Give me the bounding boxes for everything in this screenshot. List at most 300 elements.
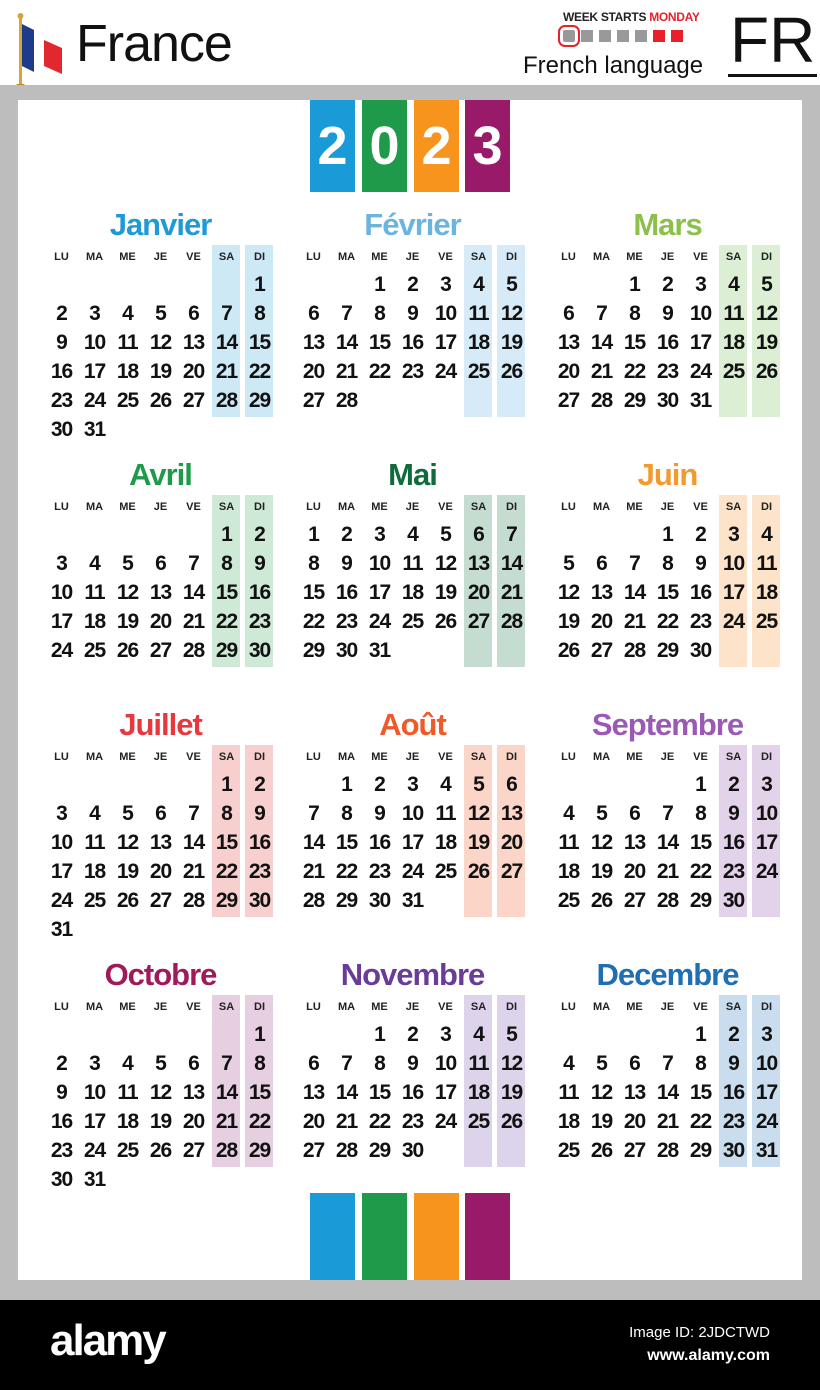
day-cell: 5: [563, 552, 574, 575]
day-cell: 24: [755, 860, 778, 883]
day-cell: 9: [254, 552, 265, 575]
day-cell: 12: [500, 302, 523, 325]
weekday-header: LU: [561, 251, 576, 263]
day-cell: 24: [434, 360, 457, 383]
weekday-header: JE: [153, 501, 168, 513]
day-cell: 12: [149, 331, 172, 354]
weekday-header: SA: [725, 501, 742, 513]
day-cell: 3: [89, 1052, 100, 1075]
day-cell: 17: [434, 331, 457, 354]
color-bar-tile: [310, 1193, 355, 1280]
day-cell: 24: [755, 1110, 778, 1133]
weekday-header: DI: [254, 251, 265, 263]
day-cell: 21: [182, 610, 205, 633]
country-title: France: [76, 15, 232, 73]
day-cell: 15: [368, 1081, 391, 1104]
weekday-header: ME: [371, 501, 388, 513]
day-cell: 11: [84, 831, 105, 854]
day-cell: 24: [722, 610, 745, 633]
weekday-header: SA: [218, 251, 235, 263]
day-cell: 1: [254, 273, 265, 296]
day-cell: 10: [368, 552, 391, 575]
day-cell: 18: [83, 860, 106, 883]
day-cell: 10: [689, 302, 712, 325]
day-cell: 14: [335, 1081, 358, 1104]
month-octobre: [45, 955, 276, 1205]
day-cell: 6: [308, 302, 319, 325]
color-bar-tile: [414, 1193, 459, 1280]
day-cell: 3: [695, 273, 706, 296]
day-cell: 23: [335, 610, 358, 633]
day-cell: 4: [563, 802, 574, 825]
day-cell: 31: [50, 918, 73, 941]
day-cell: 14: [656, 831, 679, 854]
day-cell: 3: [407, 773, 418, 796]
day-cell: 25: [401, 610, 424, 633]
day-cell: 24: [50, 889, 73, 912]
day-cell: 4: [761, 523, 772, 546]
month-août: [297, 705, 528, 955]
day-cell: 8: [254, 1052, 265, 1075]
day-cell: 2: [254, 523, 265, 546]
day-cell: 22: [215, 610, 238, 633]
day-cell: 7: [221, 1052, 232, 1075]
weekday-header: LU: [561, 751, 576, 763]
weekday-header: VE: [438, 751, 453, 763]
weekday-header: SA: [470, 251, 487, 263]
day-cell: 14: [215, 1081, 238, 1104]
year-digit-tile: 2: [310, 100, 355, 192]
day-cell: 13: [467, 552, 490, 575]
day-cell: 6: [596, 552, 607, 575]
weekday-header: LU: [306, 251, 321, 263]
day-cell: 25: [467, 1110, 490, 1133]
weekday-header: MA: [85, 251, 104, 263]
month-title: Avril: [129, 457, 192, 492]
day-cell: 9: [728, 1052, 739, 1075]
day-cell: 18: [722, 331, 745, 354]
weekday-header: ME: [119, 251, 136, 263]
weekday-header: DI: [254, 1001, 265, 1013]
weekday-header: MA: [592, 251, 611, 263]
weekday-header: DI: [506, 1001, 517, 1013]
weekday-header: DI: [506, 251, 517, 263]
day-cell: 11: [435, 802, 456, 825]
day-cell: 5: [122, 802, 133, 825]
day-cell: 2: [695, 523, 706, 546]
day-cell: 9: [56, 331, 67, 354]
day-cell: 19: [149, 1110, 172, 1133]
day-cell: 13: [623, 831, 646, 854]
day-cell: 22: [656, 610, 679, 633]
weekday-header: VE: [693, 1001, 708, 1013]
day-cell: 7: [629, 552, 640, 575]
color-bar-tile: [362, 1193, 407, 1280]
weekday-header: JE: [660, 251, 675, 263]
day-cell: 12: [116, 581, 139, 604]
day-cell: 6: [188, 1052, 199, 1075]
day-cell: 30: [689, 639, 712, 662]
day-cell: 27: [182, 389, 205, 412]
day-cell: 19: [500, 331, 523, 354]
day-cell: 30: [368, 889, 391, 912]
day-cell: 22: [623, 360, 646, 383]
weekday-header: VE: [186, 501, 201, 513]
day-square: [581, 30, 593, 42]
day-cell: 2: [254, 773, 265, 796]
day-cell: 11: [723, 302, 744, 325]
day-cell: 13: [590, 581, 613, 604]
day-cell: 15: [215, 581, 238, 604]
day-cell: 1: [374, 273, 385, 296]
day-cell: 17: [50, 610, 73, 633]
day-cell: 20: [623, 1110, 646, 1133]
image-id: Image ID: 2JDCTWD: [629, 1324, 770, 1341]
day-cell: 11: [117, 1081, 138, 1104]
day-cell: 30: [248, 639, 271, 662]
day-cell: 10: [755, 1052, 778, 1075]
day-cell: 16: [401, 331, 424, 354]
week-starts-day: MONDAY: [649, 10, 700, 24]
day-cell: 25: [116, 1139, 139, 1162]
day-cell: 22: [368, 360, 391, 383]
weekday-header: VE: [693, 501, 708, 513]
day-cell: 10: [434, 302, 457, 325]
day-cell: 27: [500, 860, 523, 883]
day-cell: 28: [656, 889, 679, 912]
day-cell: 5: [122, 552, 133, 575]
day-cell: 24: [83, 389, 106, 412]
weekday-header: LU: [306, 751, 321, 763]
day-cell: 31: [401, 889, 424, 912]
weekday-header: MA: [592, 501, 611, 513]
weekend-square: [671, 30, 683, 42]
weekday-header: SA: [218, 1001, 235, 1013]
day-cell: 25: [83, 889, 106, 912]
day-cell: 8: [308, 552, 319, 575]
weekday-header: MA: [85, 751, 104, 763]
day-cell: 23: [50, 1139, 73, 1162]
day-cell: 16: [50, 360, 73, 383]
month-title: Juin: [637, 457, 698, 492]
day-cell: 28: [302, 889, 325, 912]
day-cell: 25: [434, 860, 457, 883]
day-cell: 1: [341, 773, 352, 796]
day-cell: 6: [155, 802, 166, 825]
day-cell: 30: [50, 1168, 73, 1191]
day-cell: 11: [84, 581, 105, 604]
day-cell: 7: [221, 302, 232, 325]
day-cell: 26: [149, 389, 172, 412]
day-cell: 7: [662, 1052, 673, 1075]
day-cell: 29: [302, 639, 325, 662]
weekday-header: ME: [626, 251, 643, 263]
color-bar-tile: [465, 1193, 510, 1280]
day-cell: 30: [335, 639, 358, 662]
day-cell: 31: [83, 418, 106, 441]
weekday-header: LU: [54, 751, 69, 763]
day-cell: 24: [83, 1139, 106, 1162]
day-cell: 26: [500, 360, 523, 383]
weekday-header: LU: [54, 501, 69, 513]
weekday-header: SA: [470, 1001, 487, 1013]
day-cell: 23: [401, 360, 424, 383]
day-cell: 20: [302, 1110, 325, 1133]
day-cell: 28: [335, 389, 358, 412]
month-title: Decembre: [596, 957, 739, 992]
weekday-header: JE: [405, 751, 420, 763]
day-cell: 30: [656, 389, 679, 412]
day-cell: 27: [557, 389, 580, 412]
day-cell: 15: [248, 331, 271, 354]
day-cell: 16: [50, 1110, 73, 1133]
day-cell: 23: [722, 860, 745, 883]
day-cell: 4: [89, 552, 100, 575]
day-cell: 24: [50, 639, 73, 662]
day-cell: 20: [500, 831, 523, 854]
day-cell: 5: [596, 1052, 607, 1075]
day-cell: 8: [374, 302, 385, 325]
day-cell: 8: [695, 1052, 706, 1075]
day-cell: 2: [341, 523, 352, 546]
day-cell: 20: [467, 581, 490, 604]
day-cell: 28: [500, 610, 523, 633]
day-cell: 11: [756, 552, 777, 575]
day-cell: 31: [368, 639, 391, 662]
day-cell: 10: [83, 1081, 106, 1104]
day-cell: 18: [83, 610, 106, 633]
day-cell: 4: [122, 1052, 133, 1075]
day-cell: 17: [83, 360, 106, 383]
day-cell: 3: [728, 523, 739, 546]
weekday-header: SA: [218, 501, 235, 513]
day-cell: 28: [182, 639, 205, 662]
day-cell: 1: [662, 523, 673, 546]
day-cell: 8: [662, 552, 673, 575]
weekday-header: VE: [693, 751, 708, 763]
day-cell: 6: [629, 802, 640, 825]
day-cell: 9: [341, 552, 352, 575]
day-cell: 29: [215, 889, 238, 912]
day-cell: 19: [467, 831, 490, 854]
day-cell: 29: [656, 639, 679, 662]
day-cell: 13: [500, 802, 523, 825]
weekday-header: DI: [761, 1001, 772, 1013]
weekday-header: JE: [660, 751, 675, 763]
weekday-header: LU: [306, 501, 321, 513]
day-cell: 24: [401, 860, 424, 883]
day-cell: 1: [308, 523, 319, 546]
day-cell: 29: [335, 889, 358, 912]
day-cell: 27: [302, 389, 325, 412]
day-cell: 18: [401, 581, 424, 604]
day-cell: 17: [401, 831, 424, 854]
month-novembre: [297, 955, 528, 1205]
weekday-header: MA: [85, 1001, 104, 1013]
weekday-header: ME: [371, 1001, 388, 1013]
day-cell: 7: [308, 802, 319, 825]
day-cell: 27: [623, 1139, 646, 1162]
day-cell: 7: [662, 802, 673, 825]
day-cell: 24: [434, 1110, 457, 1133]
day-cell: 14: [335, 331, 358, 354]
day-cell: 10: [401, 802, 424, 825]
day-cell: 14: [623, 581, 646, 604]
day-cell: 12: [590, 1081, 613, 1104]
day-cell: 15: [248, 1081, 271, 1104]
day-square: [635, 30, 647, 42]
day-cell: 27: [149, 889, 172, 912]
weekday-header: ME: [626, 751, 643, 763]
day-cell: 13: [623, 1081, 646, 1104]
day-cell: 10: [50, 831, 73, 854]
day-cell: 23: [248, 860, 271, 883]
day-cell: 12: [755, 302, 778, 325]
day-cell: 26: [149, 1139, 172, 1162]
day-cell: 4: [563, 1052, 574, 1075]
weekday-header: JE: [660, 501, 675, 513]
day-cell: 1: [254, 1023, 265, 1046]
day-cell: 14: [302, 831, 325, 854]
day-cell: 5: [155, 302, 166, 325]
day-cell: 20: [182, 360, 205, 383]
day-cell: 8: [695, 802, 706, 825]
weekday-header: ME: [371, 251, 388, 263]
day-cell: 19: [116, 610, 139, 633]
weekday-header: SA: [218, 751, 235, 763]
month-mars: [552, 205, 783, 455]
day-cell: 26: [467, 860, 490, 883]
day-cell: 12: [149, 1081, 172, 1104]
month-title: Mai: [388, 457, 437, 492]
weekday-header: MA: [337, 501, 356, 513]
weekday-header: MA: [85, 501, 104, 513]
weekday-header: DI: [254, 501, 265, 513]
day-cell: 4: [122, 302, 133, 325]
day-cell: 7: [341, 1052, 352, 1075]
day-cell: 9: [662, 302, 673, 325]
day-cell: 29: [623, 389, 646, 412]
day-cell: 19: [149, 360, 172, 383]
month-février: [297, 205, 528, 455]
day-cell: 15: [215, 831, 238, 854]
month-juin: [552, 455, 783, 705]
day-cell: 2: [407, 273, 418, 296]
day-cell: 31: [755, 1139, 778, 1162]
day-cell: 17: [689, 331, 712, 354]
year-digit-tile: 0: [362, 100, 407, 192]
day-cell: 15: [368, 331, 391, 354]
day-cell: 17: [722, 581, 745, 604]
month-title: Janvier: [109, 207, 212, 242]
day-cell: 29: [689, 889, 712, 912]
week-starts-label: [563, 10, 700, 24]
weekday-header: MA: [337, 251, 356, 263]
day-cell: 22: [335, 860, 358, 883]
day-cell: 19: [500, 1081, 523, 1104]
day-cell: 15: [689, 831, 712, 854]
day-cell: 23: [401, 1110, 424, 1133]
day-cell: 11: [402, 552, 423, 575]
day-cell: 16: [722, 831, 745, 854]
site-url: www.alamy.com: [647, 1347, 770, 1364]
day-cell: 8: [254, 302, 265, 325]
day-cell: 30: [50, 418, 73, 441]
day-cell: 14: [656, 1081, 679, 1104]
day-cell: 12: [434, 552, 457, 575]
day-cell: 11: [117, 331, 138, 354]
weekday-header: SA: [725, 1001, 742, 1013]
day-cell: 2: [662, 273, 673, 296]
weekday-header: LU: [54, 1001, 69, 1013]
week-starts-prefix: WEEK STARTS: [563, 10, 647, 24]
weekday-header: JE: [405, 251, 420, 263]
day-cell: 14: [215, 331, 238, 354]
day-cell: 6: [473, 523, 484, 546]
day-cell: 16: [248, 831, 271, 854]
day-cell: 10: [50, 581, 73, 604]
day-cell: 21: [656, 1110, 679, 1133]
day-cell: 6: [563, 302, 574, 325]
weekday-header: DI: [761, 751, 772, 763]
month-juillet: [45, 705, 276, 955]
day-cell: 19: [590, 1110, 613, 1133]
monday-square: [563, 30, 575, 42]
month-janvier: [45, 205, 276, 455]
month-decembre: [552, 955, 783, 1205]
day-cell: 7: [596, 302, 607, 325]
day-cell: 21: [656, 860, 679, 883]
day-cell: 2: [56, 302, 67, 325]
day-square: [599, 30, 611, 42]
day-cell: 8: [341, 802, 352, 825]
day-cell: 1: [374, 1023, 385, 1046]
day-cell: 16: [248, 581, 271, 604]
day-cell: 11: [558, 1081, 579, 1104]
day-cell: 21: [215, 1110, 238, 1133]
day-cell: 4: [473, 273, 484, 296]
day-cell: 6: [155, 552, 166, 575]
day-cell: 21: [215, 360, 238, 383]
day-cell: 16: [689, 581, 712, 604]
day-cell: 18: [755, 581, 778, 604]
day-cell: 24: [689, 360, 712, 383]
day-cell: 23: [656, 360, 679, 383]
day-cell: 13: [302, 1081, 325, 1104]
day-cell: 9: [407, 1052, 418, 1075]
day-cell: 10: [755, 802, 778, 825]
day-cell: 7: [341, 302, 352, 325]
day-cell: 4: [440, 773, 451, 796]
weekday-header: ME: [371, 751, 388, 763]
day-cell: 26: [116, 639, 139, 662]
day-cell: 22: [368, 1110, 391, 1133]
day-cell: 17: [755, 831, 778, 854]
month-title: Octobre: [104, 957, 217, 992]
day-cell: 29: [248, 389, 271, 412]
day-cell: 20: [590, 610, 613, 633]
day-cell: 25: [557, 889, 580, 912]
day-cell: 25: [722, 360, 745, 383]
month-avril: [45, 455, 276, 705]
day-cell: 7: [188, 552, 199, 575]
day-cell: 29: [215, 639, 238, 662]
day-cell: 5: [473, 773, 484, 796]
weekday-header: MA: [337, 751, 356, 763]
day-cell: 13: [149, 581, 172, 604]
day-cell: 4: [728, 273, 739, 296]
day-cell: 1: [221, 523, 232, 546]
